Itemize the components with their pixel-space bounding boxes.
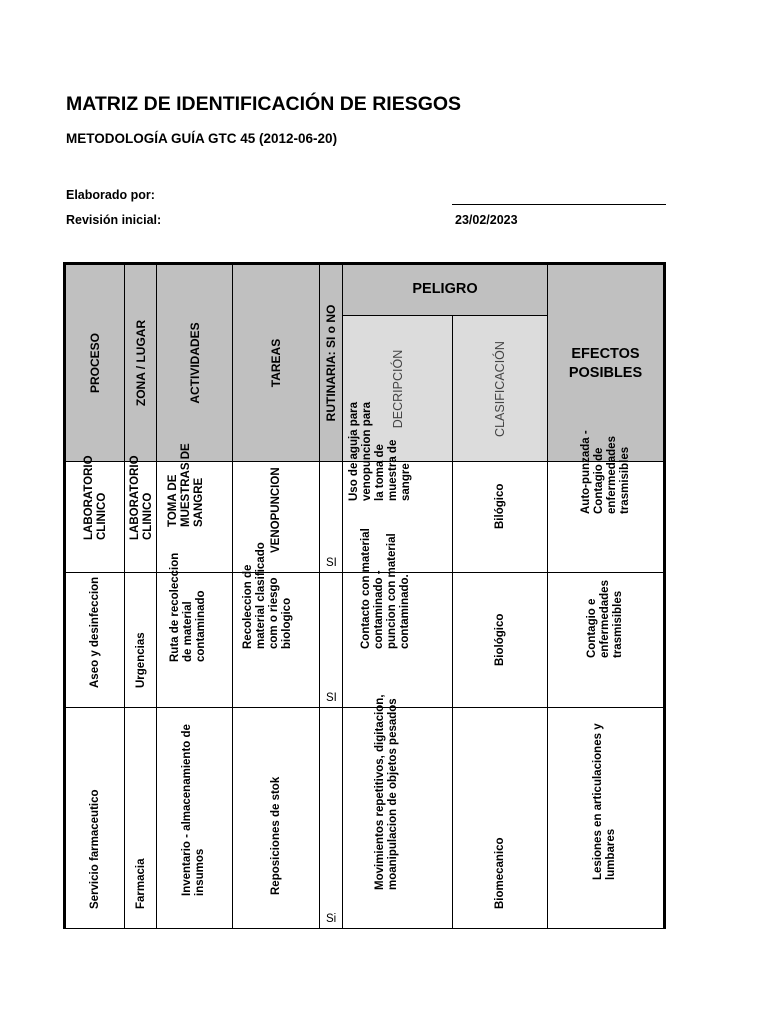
row2-zona	[124, 572, 156, 707]
signature-line	[452, 204, 666, 205]
row1-rutinaria-text: SI	[326, 557, 337, 569]
row2-efectos-text: Contagio e enfermedades trasmisibles	[585, 580, 624, 658]
header-rutinaria	[319, 262, 342, 461]
methodology-subtitle: METODOLOGÍA GUÍA GTC 45 (2012-06-20)	[66, 131, 338, 146]
row3-proceso-text: Servicio farmaceutico	[89, 789, 101, 909]
row1-actividades-text: TOMA DE MUESTRAS DE SANGRE	[166, 443, 205, 527]
row3-efectos-text: Lesiones en articulaciones y lumbares	[591, 723, 617, 880]
header-proceso	[63, 262, 124, 461]
header-proceso-label: PROCESO	[88, 333, 102, 394]
row3-proceso	[63, 707, 124, 928]
row1-zona-text: LABORATORIO CLINICO	[128, 455, 154, 540]
header-actividades-label: ACTIVIDADES	[187, 322, 202, 404]
document-title: MATRIZ DE IDENTIFICACIÓN DE RIESGOS	[66, 93, 462, 115]
row3-clasificacion-text: Biomecanico	[494, 837, 506, 909]
header-peligro-label: PELIGRO	[412, 281, 478, 297]
row2-clasificacion	[452, 572, 547, 707]
header-zona	[124, 262, 156, 461]
row1-rutinaria	[319, 461, 342, 572]
header-tareas-label: TAREAS	[269, 338, 283, 388]
row3-descripcion	[342, 694, 452, 928]
row2-actividades-text: Ruta de recoleccion de material contaminado	[168, 552, 207, 662]
row1-proceso-text: LABORATORIO CLINICO	[83, 455, 108, 540]
row1-proceso	[63, 455, 124, 572]
risk-matrix-table	[63, 262, 666, 930]
row2-rutinaria-text: SI	[326, 692, 337, 704]
row2-clasificacion-text: Biológico	[494, 613, 506, 666]
row3-actividades	[156, 707, 232, 928]
row1-efectos-text: Auto-punzada - Contagio de enfermedades trasmisibles	[579, 430, 631, 514]
row3-descripcion-text: Movimientos repetitivos, digitacion, moanipulacion de objetos pesados	[373, 694, 399, 890]
header-clasificacion-label: CLASIFICACIÓN	[493, 340, 507, 437]
table-bottom-border	[63, 928, 666, 929]
row3-actividades-text: Inventario - almacenamiento de insumos	[180, 724, 206, 896]
row2-proceso-text: Aseo y desinfeccion	[89, 576, 101, 688]
header-tareas	[232, 262, 319, 461]
header-rutinaria-label: RUTINARIA: SI o NO	[324, 304, 338, 422]
row2-zona-text: Urgencias	[134, 632, 147, 688]
row2-tareas-text: Recoleccion de material clasificado com o riesgo biologico	[242, 542, 293, 649]
row3-zona-text: Farmacia	[134, 858, 147, 909]
row1-tareas-text: VENOPUNCION	[270, 467, 282, 553]
revision-date: 23/02/2023	[455, 213, 518, 227]
row2-rutinaria	[319, 572, 342, 707]
header-zona-label: ZONA / LUGAR	[133, 319, 148, 407]
header-descripcion-label: DECRIPCIÓN	[390, 349, 405, 428]
revision-label: Revisión inicial:	[66, 213, 162, 227]
header-efectos-label: EFECTOS POSIBLES	[568, 346, 643, 381]
row1-zona	[124, 455, 156, 572]
row2-proceso	[63, 572, 124, 707]
row3-tareas-text: Reposiciones de stok	[270, 776, 282, 895]
row1-clasificacion-text: Bilógico	[494, 483, 506, 529]
row3-efectos	[547, 707, 666, 928]
row3-tareas	[232, 707, 319, 928]
elaborado-label: Elaborado por:	[66, 188, 155, 202]
row3-rutinaria-text: Si	[326, 913, 337, 925]
row3-zona	[124, 707, 156, 928]
row1-descripcion-text: Uso de aguja para venopuncion para la toma de muestra de sangre	[347, 401, 412, 501]
row2-descripcion-text: Contacto con material contaminado - puncion con material contaminado.	[359, 528, 411, 649]
header-peligro	[342, 262, 547, 315]
row3-rutinaria	[319, 707, 342, 928]
row3-clasificacion	[452, 707, 547, 928]
